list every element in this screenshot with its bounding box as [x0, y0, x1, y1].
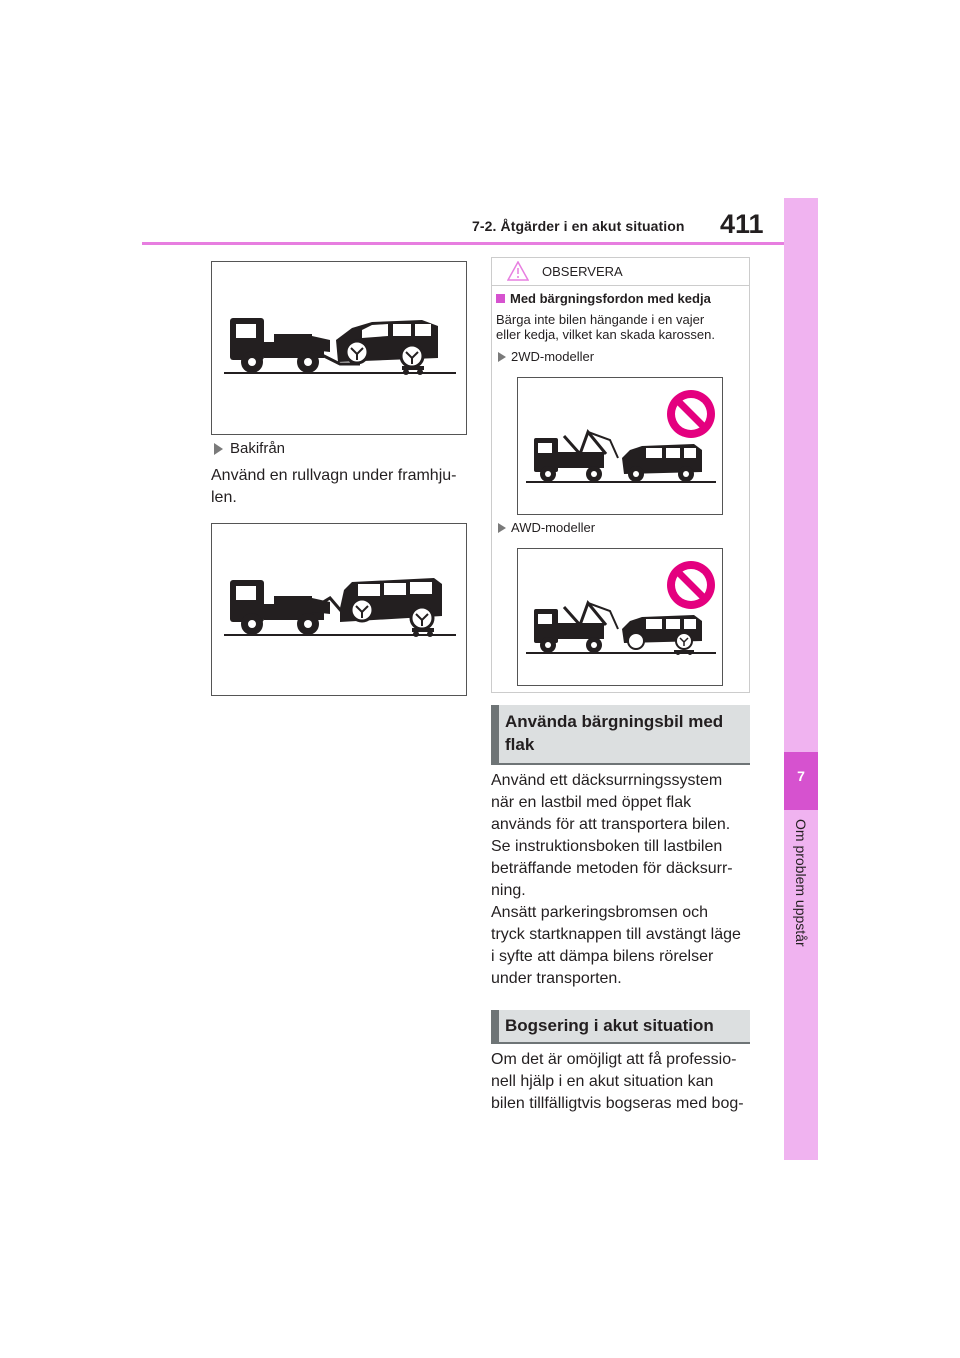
warning-triangle-icon: [507, 261, 529, 281]
towing-illustration-rear: [211, 523, 467, 696]
heading-flatbed: [491, 705, 750, 763]
tow-truck-wheel-lift-icon: [212, 262, 466, 434]
caution-title: OBSERVERA: [542, 264, 623, 279]
heading-emergency-text: Bogsering i akut situation: [505, 1016, 714, 1035]
chapter-number: 7: [797, 768, 805, 784]
heading-flatbed-text: Använda bärgningsbil med flak: [505, 712, 724, 754]
bullet-awd: AWD-modeller: [498, 520, 595, 535]
towing-illustration-front: [211, 261, 467, 435]
arrow-right-icon: [498, 523, 506, 533]
section-title: 7-2. Åtgärder i en akut situation: [472, 218, 685, 234]
heading-emergency-towing: [491, 1010, 750, 1042]
prohibited-chain-tow-awd: [517, 548, 723, 686]
caution-subheading: Med bärgningsfordon med kedja: [496, 291, 711, 306]
tow-truck-dolly-icon: [212, 524, 466, 695]
arrow-right-icon: [214, 443, 223, 455]
heading-emergency-rule: [491, 1042, 750, 1044]
rear-instruction-line-2: len.: [211, 489, 237, 506]
square-bullet-icon: [496, 294, 505, 303]
bullet-rear: Bakifrån: [214, 440, 285, 457]
prohibition-icon: [667, 561, 715, 609]
bullet-2wd: 2WD-modeller: [498, 349, 594, 364]
prohibited-chain-tow-2wd: [517, 377, 723, 515]
emergency-body: Om det är omöjligt att få professio- nell hjälp i en akut situation kan bilen tillfälligtvis bogseras med bog-: [491, 1051, 744, 1112]
heading-flatbed-rule: [491, 763, 750, 765]
flatbed-body: Använd ett däcksurrningssystem när en lastbil med öppet flak används för att transportera bilen. Se instruktionsboken till lastbilen beträffande metoden för däcksurr- ning. Ansätt parkeringsbromsen och tryck startknappen till avstängt läge i syfte att dämpa bilens rörelser under transporten.: [491, 772, 741, 987]
arrow-right-icon: [498, 352, 506, 362]
caution-text: Bärga inte bilen hängande i en vajer eller kedja, vilket kan skada karossen.: [496, 312, 715, 342]
chapter-label: Om problem uppstår: [793, 819, 809, 947]
header-rule: [142, 242, 784, 245]
rear-instruction-line-1: Använd en rullvagn under framhju-: [211, 467, 457, 484]
page-number: 411: [720, 209, 764, 239]
prohibition-icon: [667, 390, 715, 438]
